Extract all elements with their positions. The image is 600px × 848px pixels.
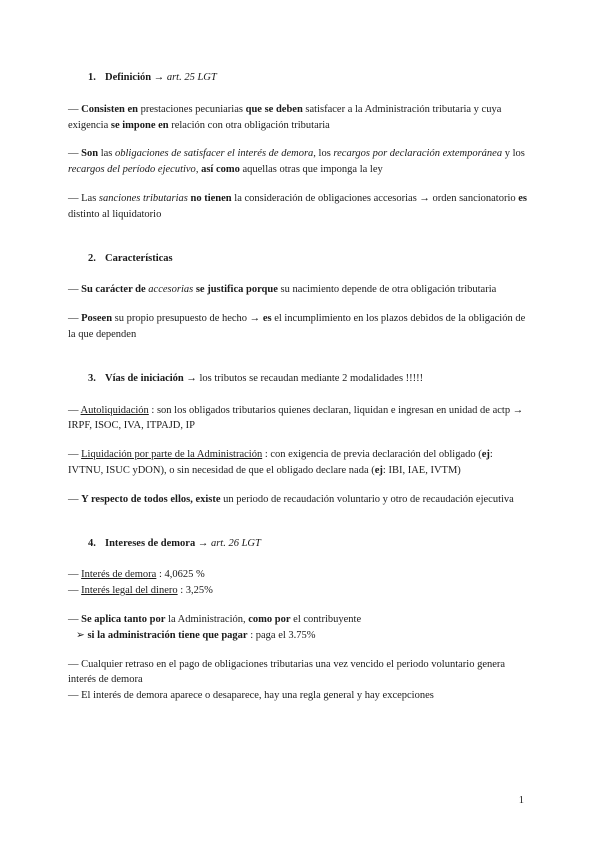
text-run: : 4,0625 % — [156, 569, 205, 581]
text-run: Su carácter de — [81, 284, 146, 296]
text-run: → — [151, 72, 167, 83]
text-run: el contribuyente — [290, 613, 362, 625]
text-run: se justifica porque — [195, 284, 278, 296]
text-run: aquellas otras que imponga la ley — [239, 164, 383, 176]
text-run: relación con otra obligación tributaria — [168, 119, 330, 131]
text-run: la Administración, — [165, 613, 249, 625]
heading-number: 1. — [88, 72, 96, 83]
heading-number: 2. — [88, 252, 96, 264]
text-run: — — [68, 284, 82, 296]
text-run: obligaciones de satisfacer el interés de demora — [114, 148, 314, 160]
text-run: no tienen — [190, 192, 232, 204]
text-run: prestaciones pecuniarias — [138, 103, 246, 115]
text-run: Intereses de demora — [105, 537, 196, 549]
text-run: — — [68, 148, 82, 160]
text-run: si la administración tiene que pagar — [87, 629, 248, 641]
paragraph — [68, 492, 529, 508]
paragraph — [68, 583, 529, 599]
text-run: — — [68, 493, 82, 505]
paragraph — [68, 612, 529, 628]
text-run: : IBI, IAE, IVTM) — [382, 464, 461, 476]
text-run: es — [518, 192, 528, 204]
text-run: : son los obligados tributarios quienes declaran, liquidan e ingresan en unidad de actp → IRPF, ISOC, IVA, ITPAJD, IP — [68, 404, 524, 432]
paragraph — [68, 628, 529, 644]
text-run: : 3,25% — [177, 585, 213, 597]
text-run: , — [195, 164, 202, 176]
text-run: satisfacer a la Administración tributaria y cuya exigencia — [68, 103, 502, 131]
paragraph — [68, 567, 529, 583]
text-run: que se deben — [245, 103, 303, 115]
text-run: así como — [201, 164, 240, 176]
text-run: las — [98, 148, 115, 160]
paragraph — [68, 146, 529, 178]
text-run: Liquidación por parte de la Administración — [81, 449, 263, 461]
page-number: 1 — [518, 795, 524, 806]
paragraph — [68, 447, 529, 479]
text-run: — — [68, 585, 82, 597]
text-run: distinto al liquidatorio — [68, 208, 162, 220]
text-run: — — [68, 613, 82, 625]
section-heading — [68, 536, 529, 552]
paragraph — [68, 102, 529, 134]
text-run: Autoliquidación — [80, 404, 149, 416]
text-run: → los tributos se recaudan mediante 2 modalidades !!!!! — [183, 372, 424, 384]
text-run: : paga el 3.75% — [247, 629, 316, 641]
text-run: ➢ — [76, 629, 88, 641]
text-run: es — [262, 313, 272, 325]
text-run: — — [68, 449, 82, 461]
text-run: Son — [81, 148, 99, 160]
text-run: un periodo de recaudación voluntario y otro de recaudación ejecutiva — [220, 493, 514, 505]
text-run: Y respecto de todos ellos, existe — [81, 493, 221, 505]
text-run: ej — [481, 449, 490, 461]
text-run: recargos del período ejecutivo — [68, 164, 196, 176]
text-run: su propio presupuesto de hecho → — [112, 313, 263, 325]
text-run: Características — [105, 252, 173, 264]
section-heading — [68, 251, 529, 267]
text-run: Se aplica tanto por — [81, 613, 166, 625]
text-run: — — [68, 569, 82, 581]
text-run: Vías de iniciación — [105, 372, 184, 384]
text-run: — — [68, 313, 82, 325]
text-run: art. 25 LGT — [166, 72, 217, 83]
heading-number: 3. — [88, 372, 96, 384]
section-heading — [68, 371, 529, 387]
text-run: : con exigencia de previa declaración del obligado ( — [262, 449, 482, 461]
paragraph — [68, 311, 529, 343]
document-body — [68, 70, 529, 704]
text-run: — Las — [68, 192, 99, 204]
text-run: — El interés de demora aparece o desaparece, hay una regla general y hay excepciones — [68, 690, 434, 702]
text-run: : IVTNU, ISUC yDON), o sin necesidad de que el obligado declare nada ( — [68, 449, 493, 476]
text-run: Definición — [105, 72, 152, 83]
text-run: como por — [248, 613, 291, 625]
text-run: Poseen — [81, 313, 113, 325]
text-run: — — [68, 103, 82, 115]
text-run: Consisten en — [81, 103, 139, 115]
text-run: ej — [374, 464, 383, 476]
text-run: — — [68, 404, 81, 416]
text-run: el incumplimiento en los plazos debidos de la obligación de la que dependen — [68, 313, 526, 340]
text-run: su nacimiento depende de otra obligación tributaria — [277, 284, 497, 296]
paragraph — [68, 191, 529, 223]
text-run: , los — [313, 148, 334, 160]
text-run: y los — [502, 148, 525, 160]
paragraph — [68, 657, 529, 689]
text-run: accesorias — [148, 284, 194, 296]
paragraph — [68, 688, 529, 704]
paragraph — [68, 282, 529, 298]
text-run: → — [195, 537, 211, 549]
text-run: se impone en — [110, 119, 169, 131]
text-run: — Cualquier retraso en el pago de obligaciones tributarias una vez vencido el periodo voluntario genera interés de demora — [68, 658, 506, 686]
text-run: recargos por declaración extemporánea — [333, 148, 503, 160]
section-heading — [68, 70, 529, 86]
text-run: Interés de demora — [81, 569, 157, 581]
heading-number: 4. — [88, 537, 96, 549]
text-run: la consideración de obligaciones accesorias → orden sancionatorio — [231, 192, 519, 204]
paragraph — [68, 403, 529, 435]
text-run: art. 26 LGT — [210, 537, 261, 549]
text-run: Interés legal del dinero — [81, 585, 178, 597]
text-run: sanciones tributarias — [98, 192, 188, 204]
